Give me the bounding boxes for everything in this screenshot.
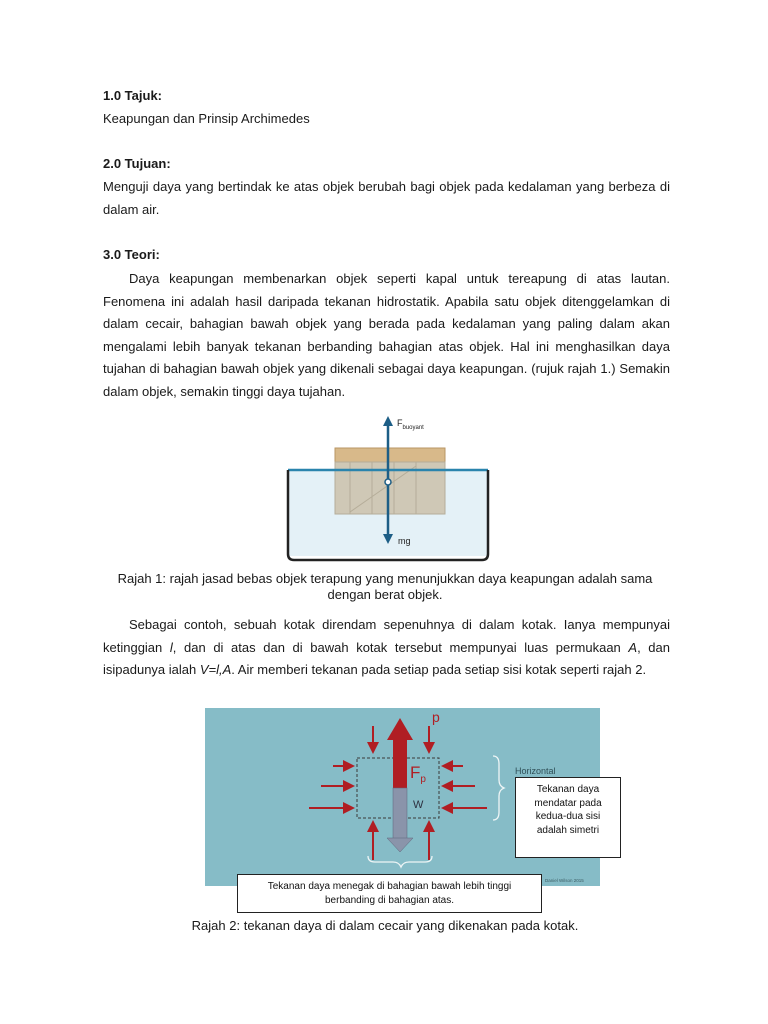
section-3-heading: 3.0 Teori: <box>103 247 160 262</box>
label-fp: $F_p$ <box>410 763 426 785</box>
figure-1-caption: Rajah 1: rajah jasad bebas objek terapung yang menunjukkan daya keapungan adalah sama dengan berat objek. <box>117 571 653 602</box>
figure-2-caption: Rajah 2: tekanan daya di dalam cecair yang dikenakan pada kotak. <box>191 918 579 933</box>
center-point <box>385 479 391 485</box>
callout-vertical-pressure: Tekanan daya menegak di bahagian bawah lebih tinggi berbanding di bahagian atas. <box>237 874 542 913</box>
figure-1-floating-box-diagram <box>284 414 494 566</box>
label-horizontal: Horizontal <box>515 766 556 776</box>
label-f-buoyant: $F_{buoyant}$ <box>397 418 424 431</box>
theory-paragraph-2: Sebagai contoh, sebuah kotak direndam sepenuhnya di dalam kotak. Ianya mempunyai ketinggian l, dan di atas dan di bawah kotak tersebut mempunyai luas permukaan A, dan isipadunya ialah V=l,A. Air memberi tekanan pada setiap pada setiap sisi kotak seperti rajah 2. <box>103 617 670 677</box>
theory-paragraph-1: Daya keapungan membenarkan objek seperti kapal untuk tereapung di atas lautan. Fenomena ini adalah hasil daripada tekanan hidrostatik. Apabila satu objek ditenggelamkan di dalam cecair, bahagian bawah objek yang berada pada kedalaman yang paling dalam akan mengalami lebih banyak tekanan berbanding bahagian atas objek. Hal ini menghasilkan daya tujahan di bahagian bawah objek yang dikenali sebagai daya keapungan. (rujuk rajah 1.) Semakin dalam objek, semakin tinggi daya tujahan. <box>103 271 670 399</box>
var-l: l <box>169 639 173 655</box>
section-1-heading: 1.0 Tajuk: <box>103 88 163 103</box>
section-2-text: Menguji daya yang bertindak ke atas objek berubah bagi objek pada kedalaman yang berbeza di dalam air. <box>103 179 670 217</box>
callout-horizontal-symmetric: Tekanan daya mendatar pada kedua-dua sisi adalah simetri <box>515 777 621 858</box>
var-a: A <box>628 639 638 655</box>
label-p: p <box>432 709 440 725</box>
section-2-heading: 2.0 Tujuan: <box>103 156 171 171</box>
section-1-text: Keapungan dan Prinsip Archimedes <box>103 111 310 126</box>
w-arrow-shaft <box>393 788 407 840</box>
fp-arrow-shaft <box>393 738 407 788</box>
formula-volume: V=l,A <box>199 662 232 677</box>
label-w: W <box>413 799 424 811</box>
label-mg: mg <box>398 536 411 546</box>
label-credit: Daniel Wilson 2015 <box>545 878 584 883</box>
